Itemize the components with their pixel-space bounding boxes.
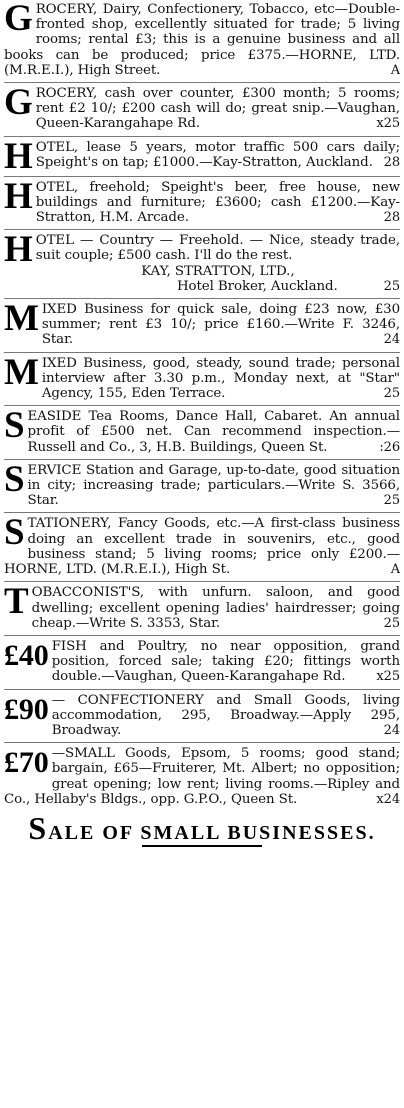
ad-body (4, 302, 400, 348)
ad-code: 25 (383, 493, 400, 509)
ad-hotel-country (4, 233, 400, 294)
ad-confectionery (4, 693, 400, 739)
ad-hotel-freehold (4, 180, 400, 226)
ad-text: Business for quick sale, doing £23 now, £30 summer; rent £3 10/; price £160.—Write F. 3246, Star. (41, 302, 400, 348)
ad-body (4, 180, 400, 226)
ad-code: 28 (383, 210, 400, 226)
ad-initial: G (4, 2, 33, 39)
ad-lead: OBACCONIST'S, (31, 585, 144, 601)
ad-divider (4, 298, 400, 299)
ad-lead: ERVICE (27, 462, 82, 478)
ad-code: 28 (383, 154, 400, 170)
ad-lead: OTEL, (35, 139, 79, 155)
ad-lead: FISH (51, 638, 87, 654)
ad-divider (4, 689, 400, 690)
ad-text: and Poultry, no near opposition, grand position, forced sale; taking £20; fittings worth double.—Vaughan, Queen-Karangahape Rd. (51, 638, 400, 685)
ad-text: Station and Garage, up-to-date, good situation in city; increasing trade; particulars.—Write S. 3566, Star. (27, 462, 400, 509)
ad-initial: T (4, 585, 29, 623)
ad-divider (4, 176, 400, 177)
ad-text: Fancy Goods, etc.—A first-class business doing an excellent trade in souvenirs, etc., good business stand; 5 living rooms; price only £200.—HORNE, LTD. (M.R.E.I.), High St. (4, 516, 400, 578)
ad-initial: M (4, 302, 39, 340)
ad-divider (4, 581, 400, 582)
ad-body (4, 409, 400, 455)
ad-divider (4, 82, 400, 83)
ad-broker-name: KAY, STRATTON, LTD., (141, 263, 295, 279)
ad-lead: —SMALL (51, 746, 115, 762)
ad-initial: G (4, 86, 33, 124)
ad-text: with unfurn. saloon, and good dwelling; excellent opening ladies' hairdresser; going cheap.—Write S. 3353, Star. (31, 585, 400, 631)
ad-grocery-dairy (4, 2, 400, 78)
ad-divider (4, 352, 400, 353)
ad-body (4, 2, 400, 78)
ad-broker-line (4, 279, 400, 294)
ad-initial: H (4, 233, 33, 271)
ad-tobacconists (4, 585, 400, 631)
ad-initial: H (4, 179, 33, 217)
ad-initial: S (4, 462, 25, 500)
ad-code: 25 (383, 615, 400, 631)
ad-code: A (390, 62, 400, 78)
ad-price: £70 (4, 746, 49, 780)
ad-text: Business, good, steady, sound trade; personal interview after 3.30 p.m., Monday next, at "Star" Agency, 155, Eden Terrace. (41, 355, 400, 402)
ad-code: x25 (376, 669, 400, 685)
ad-lead: OTEL (35, 233, 74, 249)
ad-code: 25 (383, 386, 400, 402)
ad-body (4, 585, 400, 631)
ad-fish-poultry (4, 639, 400, 685)
ad-initial: M (4, 355, 39, 393)
ad-grocery-cash (4, 86, 400, 132)
ad-service-station (4, 463, 400, 509)
ad-small-goods (4, 746, 400, 807)
ad-body (4, 140, 400, 170)
ad-body (4, 693, 400, 739)
ad-initial: S (4, 516, 25, 554)
ad-lead: EASIDE (27, 409, 82, 425)
ad-text: freehold; Speight's beer, free house, new buildings and furniture; £3600; cash £1200.—Kay-Stratton, H.M. Arcade. (35, 179, 400, 226)
ad-body (4, 86, 400, 132)
ad-text: lease 5 years, motor traffic 500 cars daily; Speight's on tap; £1000.—Kay-Stratton, Auckland. (35, 139, 400, 170)
ad-code: A (390, 562, 400, 578)
ad-lead: IXED (41, 302, 77, 318)
ad-body (4, 516, 400, 577)
ad-text: cash over counter, £300 month; 5 rooms; rent £2 10/; £200 cash will do; great snip.—Vaughan, Queen-Karangahape Rd. (35, 86, 400, 132)
heading-text: ALE OF SMALL BUSINESSES. (48, 821, 376, 844)
ad-code: x25 (376, 116, 400, 132)
ad-text: and Small Goods, living accommodation, 295, Broadway.—Apply 295, Broadway. (51, 692, 400, 738)
ad-code: :26 (379, 439, 400, 455)
ad-initial: S (4, 409, 25, 447)
ad-body (4, 639, 400, 685)
ad-text: Tea Rooms, Dance Hall, Cabaret. An annual profit of £500 net. Can recommend inspection.—Russell and Co., 3, H.B. Buildings, Queen St. (27, 409, 400, 455)
heading-initial: S (28, 809, 49, 846)
ad-body (4, 356, 400, 402)
ad-lead: ROCERY, (35, 2, 98, 17)
ad-code: 24 (383, 332, 400, 348)
ad-body (4, 746, 400, 807)
ad-lead: OTEL, (35, 179, 79, 195)
ad-text: — Country — Freehold. — Nice, steady trade, suit couple; £500 cash. I'll do the rest. (35, 233, 400, 264)
ad-code: x24 (376, 791, 400, 807)
ad-lead: TATIONERY, (27, 516, 112, 532)
ad-lead: — CONFECTIONERY (51, 692, 204, 708)
ad-stationery (4, 516, 400, 577)
ad-divider (4, 136, 400, 137)
ad-lead: IXED (41, 355, 77, 371)
ad-code: 25 (383, 278, 400, 294)
ad-divider (4, 512, 400, 513)
ad-initial: H (4, 139, 33, 172)
ad-text: Dairy, Confectionery, Tobacco, etc—Double-fronted shop, excellently situated for trade; 5 living rooms; rental £3; this is a genuine business and all books can be produced; price £375.—HORNE, LTD. (M.R.E.I.), High Street. (4, 2, 400, 78)
ad-broker-location: Hotel Broker, Auckland. (176, 278, 338, 294)
classified-column (4, 0, 400, 847)
ad-divider (4, 635, 400, 636)
ad-divider (4, 405, 400, 406)
section-heading (4, 809, 400, 846)
ad-mixed-steady (4, 356, 400, 402)
ad-text: Goods, Epsom, 5 rooms; good stand; bargain, £65—Fruiterer, Mt. Albert; no opposition; great opening; low rent; living rooms.—Ripley and Co., Hellaby's Bldgs., opp. G.P.O., Queen St. (4, 746, 400, 807)
ad-price: £90 (4, 692, 49, 726)
ad-body (4, 463, 400, 509)
ad-price: £40 (4, 638, 49, 672)
heading-rule (142, 845, 262, 847)
ad-divider (4, 459, 400, 460)
ad-hotel-lease (4, 140, 400, 172)
ad-seaside (4, 409, 400, 455)
ad-mixed-quick (4, 302, 400, 348)
ad-lead: ROCERY, (35, 86, 98, 102)
ad-divider (4, 229, 400, 230)
ad-code: 24 (383, 722, 400, 738)
ad-divider (4, 742, 400, 743)
